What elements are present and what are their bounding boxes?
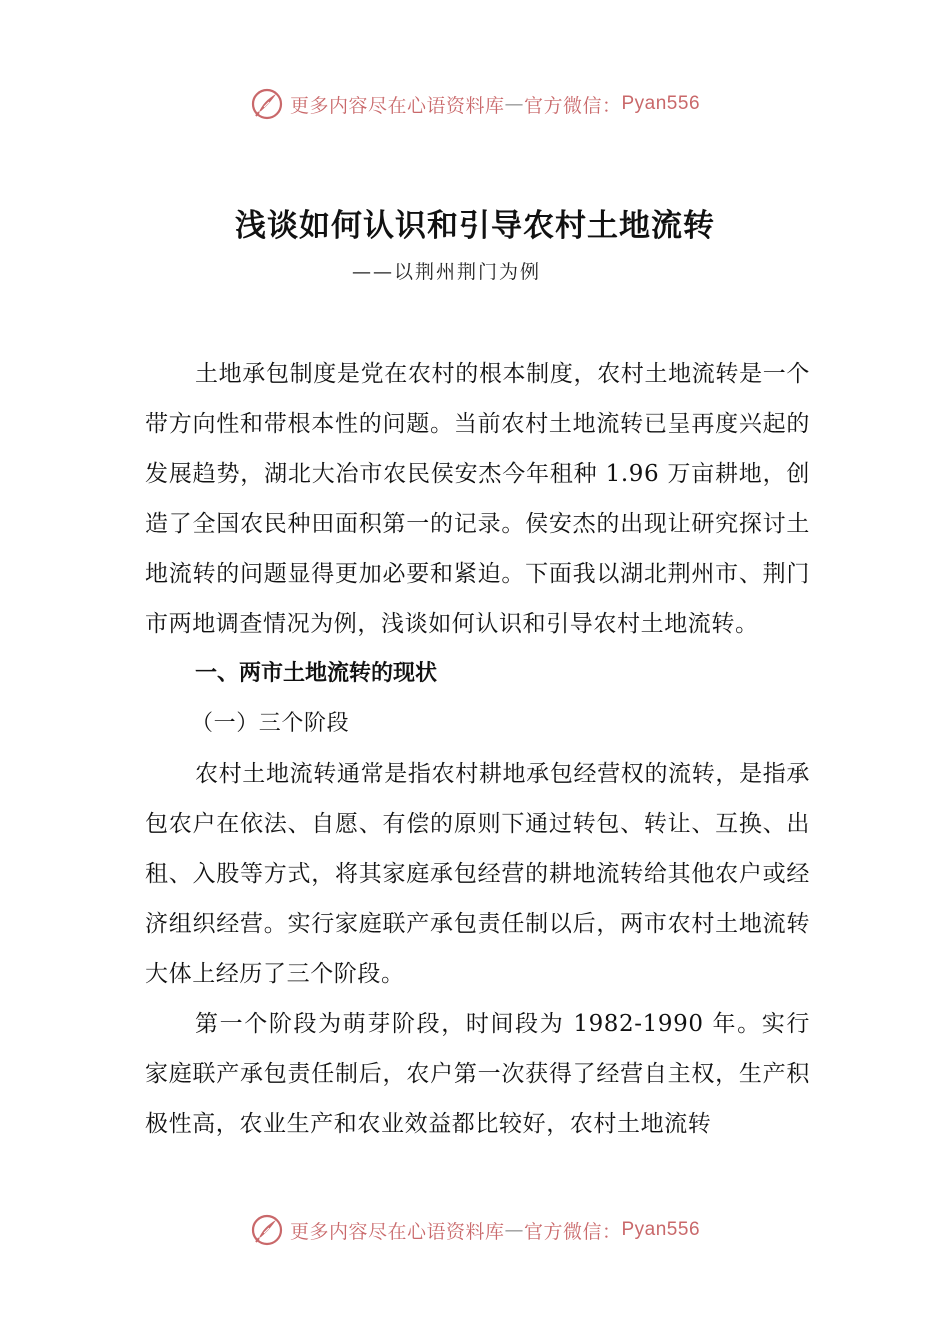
header-banner bbox=[0, 84, 950, 124]
footer-banner bbox=[0, 1210, 950, 1250]
banner-wechat-id: Pyan556 bbox=[621, 93, 701, 114]
document-body bbox=[145, 349, 810, 1149]
banner-separator: — bbox=[504, 1219, 524, 1241]
banner-separator: — bbox=[504, 93, 524, 115]
banner-main-text: 更多内容尽在心语资料库 bbox=[289, 94, 505, 117]
quill-pen-logo-icon bbox=[250, 1213, 284, 1247]
paragraph-stage-one: 第一个阶段为萌芽阶段，时间段为 1982-1990 年。实行家庭联产承包责任制后，农户第一次获得了经营自主权，生产积极性高，农业生产和农业效益都比较好，农村土地流转 bbox=[145, 1011, 810, 1137]
subsection-heading-1: （一）三个阶段 bbox=[191, 711, 350, 736]
banner-wechat-label: 官方微信： bbox=[523, 1220, 622, 1243]
banner-main-text: 更多内容尽在心语资料库 bbox=[289, 1220, 505, 1243]
banner-wechat-label: 官方微信： bbox=[523, 94, 622, 117]
paragraph-definition: 农村土地流转通常是指农村耕地承包经营权的流转，是指承包农户在依法、自愿、有偿的原则下通过转包、转让、互换、出租、入股等方式，将其家庭承包经营的耕地流转给其他农户或经济组织经营。实行家庭联产承包责任制以后，两市农村土地流转大体上经历了三个阶段。 bbox=[145, 761, 810, 987]
document-title: 浅谈如何认识和引导农村土地流转 bbox=[235, 208, 715, 244]
document-subtitle: ——以荆州荆门为例 bbox=[352, 261, 542, 283]
section-heading-1: 一、两市土地流转的现状 bbox=[195, 661, 438, 686]
quill-pen-logo-icon bbox=[250, 87, 284, 121]
paragraph-intro: 土地承包制度是党在农村的根本制度，农村土地流转是一个带方向性和带根本性的问题。当前农村土地流转已呈再度兴起的发展趋势，湖北大冶市农民侯安杰今年租种 1.96 万亩耕地，创造了全国农民种田面积第一的记录。侯安杰的出现让研究探讨土地流转的问题显得更加必要和紧迫。下面我以湖北荆州市、荆门市两地调查情况为例，浅谈如何认识和引导农村土地流转。 bbox=[145, 361, 810, 637]
banner-wechat-id: Pyan556 bbox=[621, 1219, 701, 1240]
